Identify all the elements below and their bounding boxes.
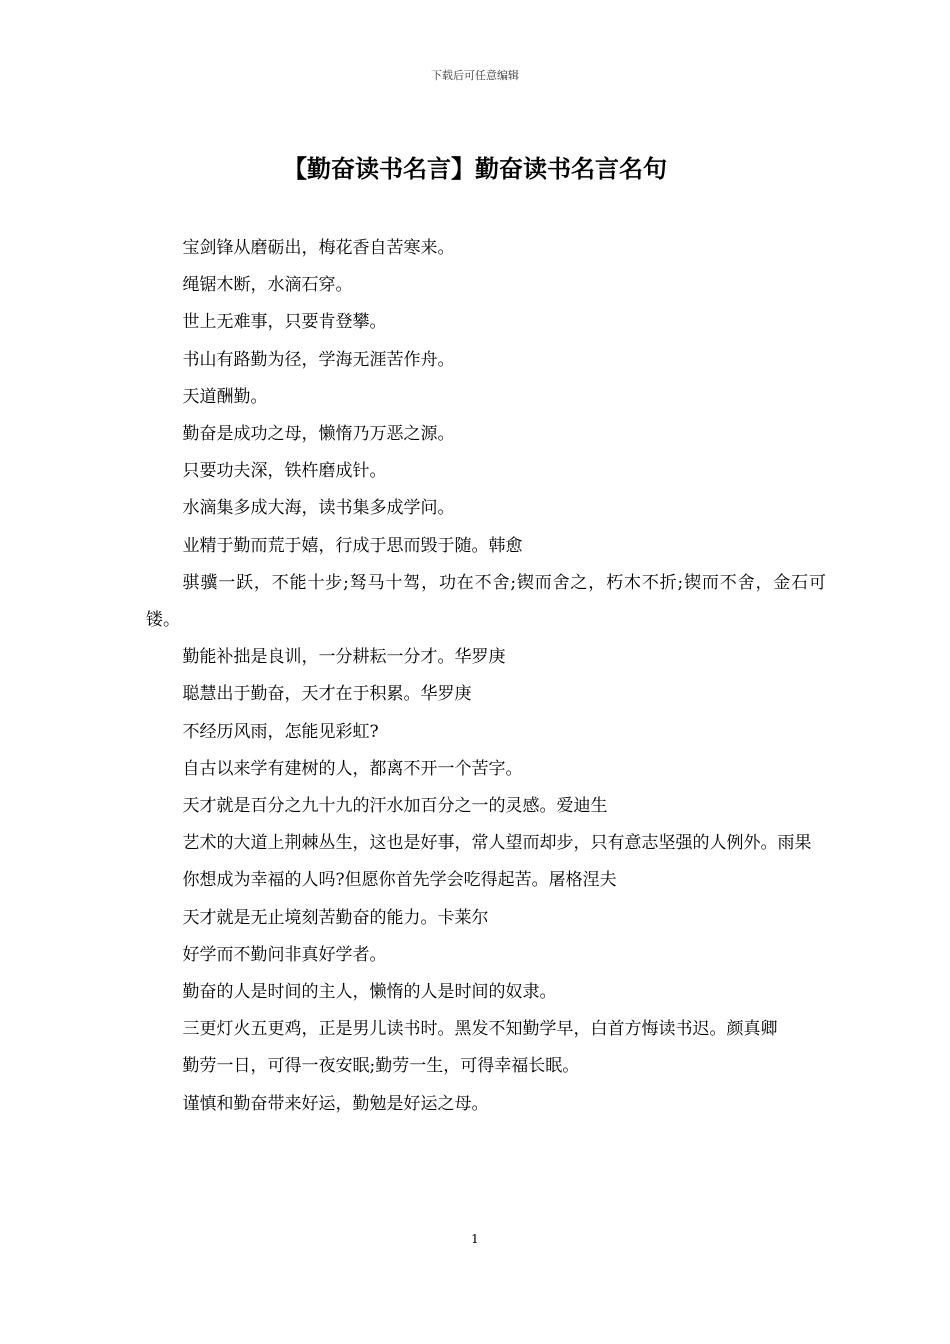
- paragraph: 勤奋是成功之母，懒惰乃万恶之源。: [182, 424, 455, 445]
- paragraph: 勤能补拙是良训，一分耕耘一分才。华罗庚: [182, 647, 506, 668]
- document-body: [146, 230, 826, 1123]
- paragraph: 自古以来学有建树的人，都离不开一个苦字。: [182, 758, 523, 779]
- paragraph: 水滴集多成大海，读书集多成学问。: [182, 498, 455, 519]
- paragraph: 艺术的大道上荆棘丛生，这也是好事，常人望而却步，只有意志坚强的人例外。雨果: [182, 833, 812, 854]
- paragraph: 天道酬勤。: [182, 386, 268, 407]
- paragraph: 天才就是无止境刻苦勤奋的能力。卡莱尔: [182, 907, 489, 928]
- paragraph: 不经历风雨，怎能见彩虹?: [182, 721, 379, 742]
- paragraph: 天才就是百分之九十九的汗水加百分之一的灵感。爱迪生: [182, 796, 608, 817]
- paragraph: 聪慧出于勤奋，天才在于积累。华罗庚: [182, 684, 472, 705]
- page-title: 【勤奋读书名言】勤奋读书名言名句: [283, 154, 667, 183]
- paragraph: 好学而不勤问非真好学者。: [182, 944, 387, 965]
- paragraph: 你想成为幸福的人吗?但愿你首先学会吃得起苦。屠格涅夫: [182, 870, 617, 891]
- paragraph: 书山有路勤为径，学海无涯苦作舟。: [182, 349, 455, 370]
- page-number: 1: [471, 1232, 479, 1246]
- paragraph: 业精于勤而荒于嬉，行成于思而毁于随。韩愈: [182, 535, 523, 556]
- paragraph: 勤奋的人是时间的主人，懒惰的人是时间的奴隶。: [182, 982, 557, 1003]
- paragraph: 世上无难事，只要肯登攀。: [182, 312, 387, 333]
- paragraph: 谨慎和勤奋带来好运，勤勉是好运之母。: [182, 1093, 489, 1114]
- paragraph: 勤劳一日，可得一夜安眠;勤劳一生，可得幸福长眠。: [182, 1056, 580, 1077]
- paragraph: 绳锯木断，水滴石穿。: [182, 275, 353, 296]
- paragraph: 三更灯火五更鸡，正是男儿读书时。黑发不知勤学早，白首方悔读书迟。颜真卿: [182, 1019, 778, 1040]
- header-note: 下载后可任意编辑: [431, 69, 519, 82]
- paragraph: 骐骥一跃，不能十步;驽马十驾，功在不舍;锲而舍之，朽木不折;锲而不舍，金石可镂。: [146, 572, 826, 631]
- paragraph: 宝剑锋从磨砺出，梅花香自苦寒来。: [182, 238, 455, 258]
- paragraph: 只要功夫深，铁杵磨成针。: [182, 461, 387, 482]
